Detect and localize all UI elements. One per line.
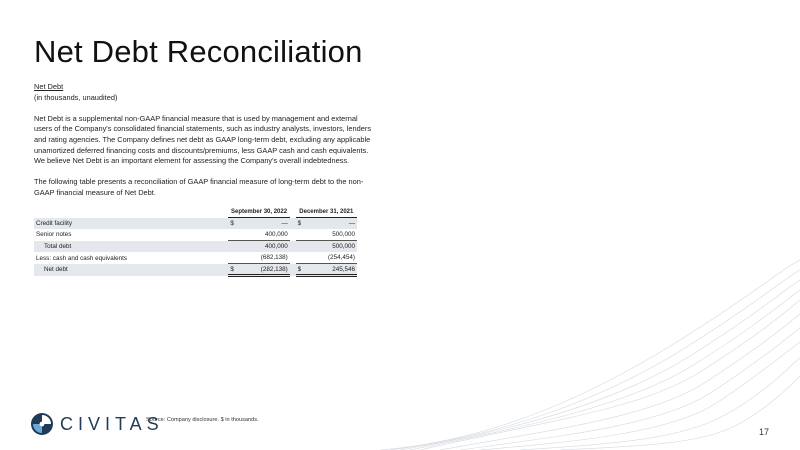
row-label: Credit facility (34, 218, 228, 230)
header-label-spacer (34, 206, 228, 218)
column-header-dec-2021: December 31, 2021 (296, 206, 357, 218)
value-dec-2021: 500,000 (332, 231, 355, 239)
value-sep-2022: (282,138) (236, 264, 290, 276)
definition-paragraph: Net Debt is a supplemental non-GAAP financial measure that is used by management and external users of the Company's consolidated financial statements, such as industry analysts, investors, lenders and rating agencies. The Company defines net debt as GAAP long-term debt, excluding any applicable unamortized deferred financing costs and discounts/premiums, less GAAP cash and cash equivalents. We believe Net Debt is an important element for assessing the Company's overall indebtedness. (34, 113, 372, 166)
value-sep-2022: — (236, 218, 290, 230)
value-sep-2022: 400,000 (264, 231, 288, 239)
currency-symbol (296, 229, 304, 241)
currency-symbol: $ (228, 264, 236, 276)
row-label: Less: cash and cash equivalents (36, 254, 128, 262)
section-subtitle: (in thousands, unaudited) (34, 92, 118, 102)
logo-wordmark: CIVITAS (60, 413, 164, 434)
net-debt-table (34, 206, 357, 277)
table-row-credit-facility (34, 218, 357, 230)
currency-symbol (228, 241, 236, 253)
page-title: Net Debt Reconciliation (34, 34, 363, 69)
decorative-wave-lines (380, 230, 800, 450)
currency-symbol: $ (296, 218, 304, 230)
page-number: 17 (759, 427, 770, 437)
currency-symbol (296, 252, 304, 264)
source-note: Source: Company disclosure. $ in thousands. (146, 417, 259, 423)
value-sep-2022: (682,138) (260, 254, 288, 262)
row-label: Senior notes (36, 231, 72, 239)
value-dec-2021: 245,546 (303, 264, 357, 276)
table-row-total-debt (34, 241, 357, 253)
currency-symbol: $ (296, 264, 304, 276)
value-dec-2021: (254,454) (328, 254, 355, 262)
table-row-cash (34, 252, 357, 264)
section-title: Net Debt (34, 82, 64, 91)
currency-symbol (296, 241, 304, 253)
company-logo (30, 412, 164, 436)
currency-symbol: $ (228, 218, 236, 230)
currency-symbol (228, 252, 236, 264)
body-text (34, 82, 374, 199)
row-label: Net debt (34, 264, 228, 276)
table-row-net-debt (34, 264, 357, 276)
value-sep-2022: 400,000 (236, 241, 290, 253)
value-dec-2021: 500,000 (303, 241, 357, 253)
column-header-sep-2022: September 30, 2022 (228, 206, 289, 218)
currency-symbol (228, 229, 236, 241)
value-dec-2021: — (303, 218, 357, 230)
table-row-senior-notes (34, 229, 357, 241)
table-intro-paragraph: The following table presents a reconciliation of GAAP financial measure of long-term debt to the non-GAAP financial measure of Net Debt. (34, 177, 364, 197)
row-label: Total debt (34, 241, 228, 253)
civitas-logo-icon (30, 412, 54, 436)
table-header-row (34, 206, 357, 218)
